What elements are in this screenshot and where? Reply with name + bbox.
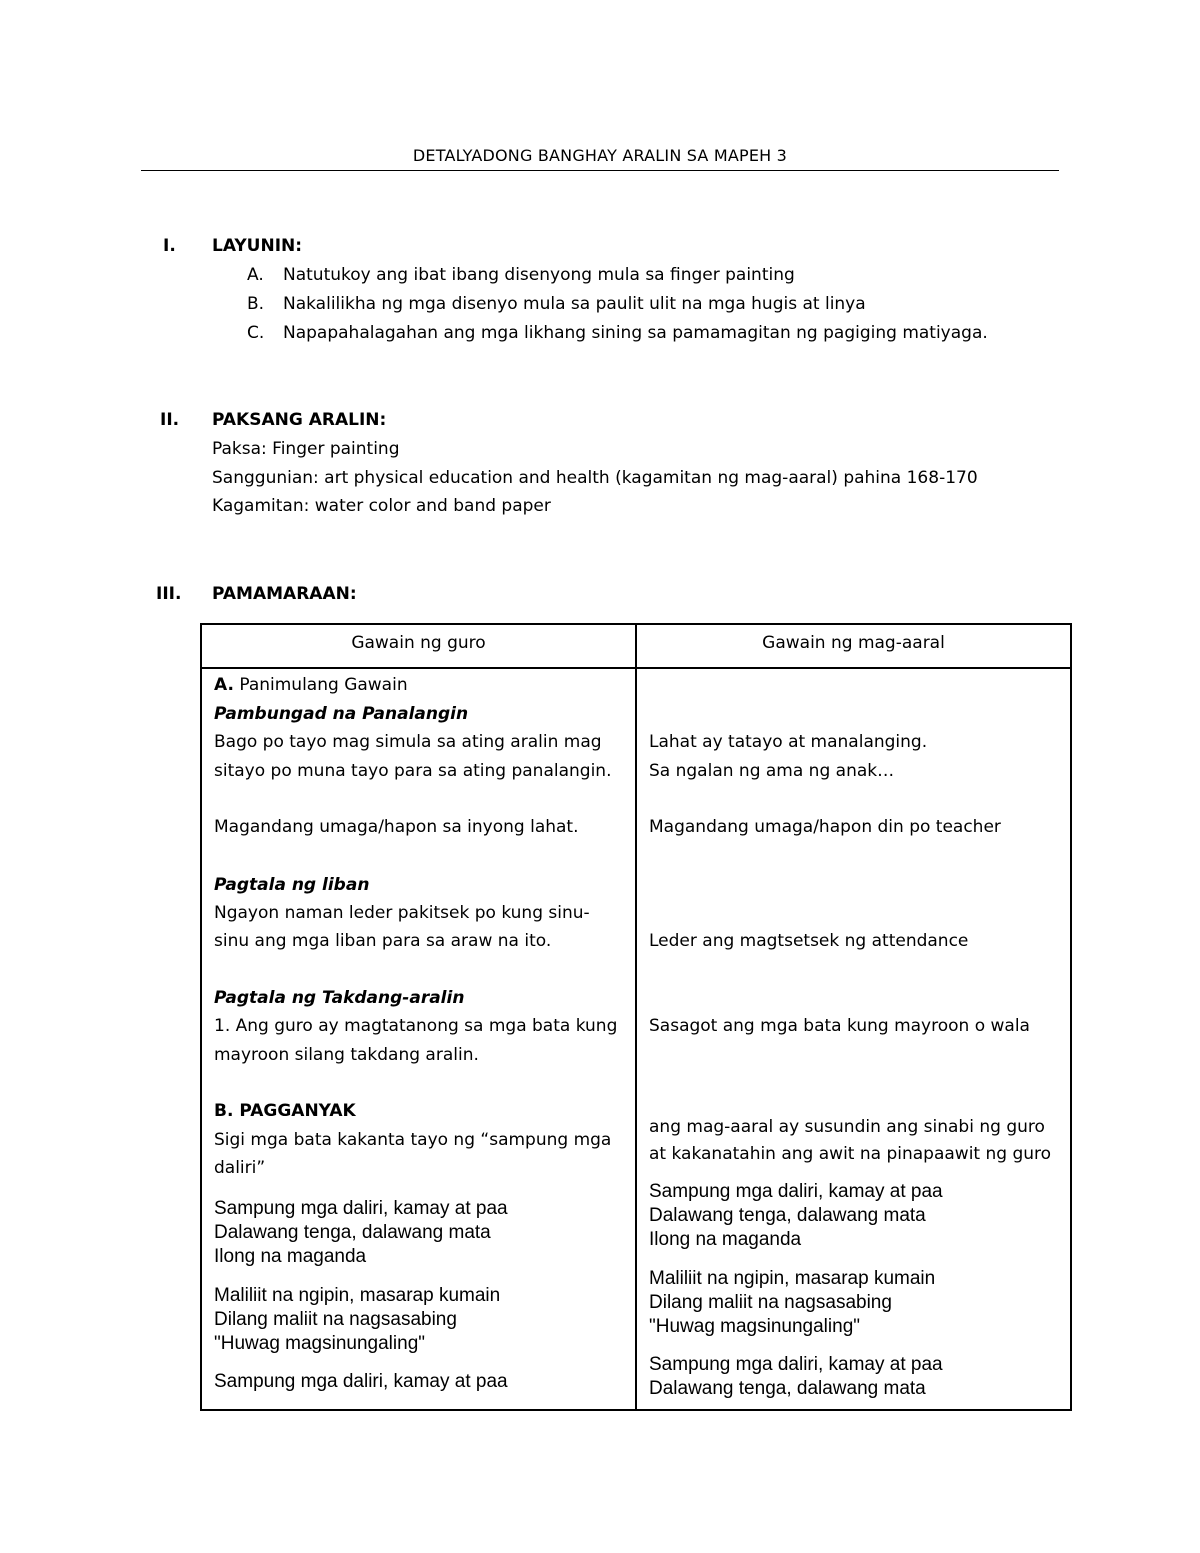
song-line: "Huwag magsinungaling" bbox=[214, 1333, 426, 1354]
teacher-column bbox=[201, 668, 636, 1410]
objective-c-text: Napapahalagahan ang mga likhang sining sa pamamagitan ng pagiging matiyaga. bbox=[283, 323, 988, 343]
pagganyak-line-1: Sigi mga bata kakanta tayo ng “sampung mga bbox=[214, 1130, 612, 1150]
section-3-number: III. bbox=[156, 584, 182, 604]
liban-heading: Pagtala ng liban bbox=[214, 875, 370, 895]
liban-line-2: sinu ang mga liban para sa araw na ito. bbox=[214, 931, 552, 951]
section-1-number: I. bbox=[163, 236, 176, 256]
kagamitan-line: Kagamitan: water color and band paper bbox=[212, 496, 551, 516]
song-line: Sampung mga daliri, kamay at paa bbox=[214, 1198, 508, 1219]
objective-a-text: Natutukoy ang ibat ibang disenyong mula sa finger painting bbox=[283, 265, 795, 285]
procedure-table bbox=[200, 623, 1072, 1411]
student-response-6: ang mag-aaral ay susundin ang sinabi ng guro bbox=[649, 1117, 1045, 1137]
song-line: Sampung mga daliri, kamay at paa bbox=[649, 1181, 943, 1202]
table-header-row bbox=[201, 624, 1071, 668]
song-line: Dalawang tenga, dalawang mata bbox=[649, 1205, 926, 1226]
pagganyak-heading: B. PAGGANYAK bbox=[214, 1101, 356, 1121]
student-response-1: Lahat ay tatayo at manalanging. bbox=[649, 732, 928, 752]
song-line: Maliliit na ngipin, masarap kumain bbox=[649, 1268, 936, 1289]
song-line: Sampung mga daliri, kamay at paa bbox=[214, 1371, 508, 1392]
objective-c-letter: C. bbox=[247, 323, 265, 343]
title-divider bbox=[141, 170, 1059, 171]
student-column bbox=[636, 668, 1071, 1410]
student-response-3: Magandang umaga/hapon din po teacher bbox=[649, 817, 1001, 837]
panalangin-heading: Pambungad na Panalangin bbox=[214, 704, 469, 724]
panimulang-gawain: A. Panimulang Gawain bbox=[214, 675, 408, 695]
header-student: Gawain ng mag-aaral bbox=[636, 624, 1071, 668]
panalangin-line-1: Bago po tayo mag simula sa ating aralin mag bbox=[214, 732, 602, 752]
takda-heading: Pagtala ng Takdang-aralin bbox=[214, 988, 465, 1008]
song-line: Dalawang tenga, dalawang mata bbox=[214, 1222, 491, 1243]
page-title: DETALYADONG BANGHAY ARALIN SA MAPEH 3 bbox=[412, 146, 788, 165]
section-2-heading: PAKSANG ARALIN: bbox=[212, 410, 387, 430]
objective-b-letter: B. bbox=[247, 294, 265, 314]
song-line: Dalawang tenga, dalawang mata bbox=[649, 1378, 926, 1399]
student-response-2: Sa ngalan ng ama ng anak… bbox=[649, 761, 895, 781]
song-line: Ilong na maganda bbox=[649, 1229, 802, 1250]
header-teacher: Gawain ng guro bbox=[201, 624, 636, 668]
student-response-7: at kakanatahin ang awit na pinapaawit ng guro bbox=[649, 1144, 1052, 1164]
pagganyak-line-2: daliri” bbox=[214, 1158, 266, 1178]
takda-line-2: mayroon silang takdang aralin. bbox=[214, 1045, 479, 1065]
table-body-row bbox=[201, 668, 1071, 1410]
student-response-5: Sasagot ang mga bata kung mayroon o wala bbox=[649, 1016, 1030, 1036]
objective-b-text: Nakalilikha ng mga disenyo mula sa paulit ulit na mga hugis at linya bbox=[283, 294, 866, 314]
sanggunian-line: Sanggunian: art physical education and health (kagamitan ng mag-aaral) pahina 168-170 bbox=[212, 468, 978, 488]
takda-line-1: 1. Ang guro ay magtatanong sa mga bata kung bbox=[214, 1016, 618, 1036]
section-1-heading: LAYUNIN: bbox=[212, 236, 303, 256]
section-2-number: II. bbox=[160, 410, 180, 430]
paksa-line: Paksa: Finger painting bbox=[212, 439, 400, 459]
panalangin-line-2: sitayo po muna tayo para sa ating panalangin. bbox=[214, 761, 612, 781]
song-line: "Huwag magsinungaling" bbox=[649, 1316, 861, 1337]
song-line: Maliliit na ngipin, masarap kumain bbox=[214, 1285, 501, 1306]
section-3-heading: PAMAMARAAN: bbox=[212, 584, 357, 604]
greeting-line: Magandang umaga/hapon sa inyong lahat. bbox=[214, 817, 579, 837]
song-line: Sampung mga daliri, kamay at paa bbox=[649, 1354, 943, 1375]
song-line: Ilong na maganda bbox=[214, 1246, 367, 1267]
song-line: Dilang maliit na nagsasabing bbox=[649, 1292, 892, 1313]
student-response-4: Leder ang magtsetsek ng attendance bbox=[649, 931, 969, 951]
objective-a-letter: A. bbox=[247, 265, 264, 285]
liban-line-1: Ngayon naman leder pakitsek po kung sinu- bbox=[214, 903, 590, 923]
song-line: Dilang maliit na nagsasabing bbox=[214, 1309, 457, 1330]
